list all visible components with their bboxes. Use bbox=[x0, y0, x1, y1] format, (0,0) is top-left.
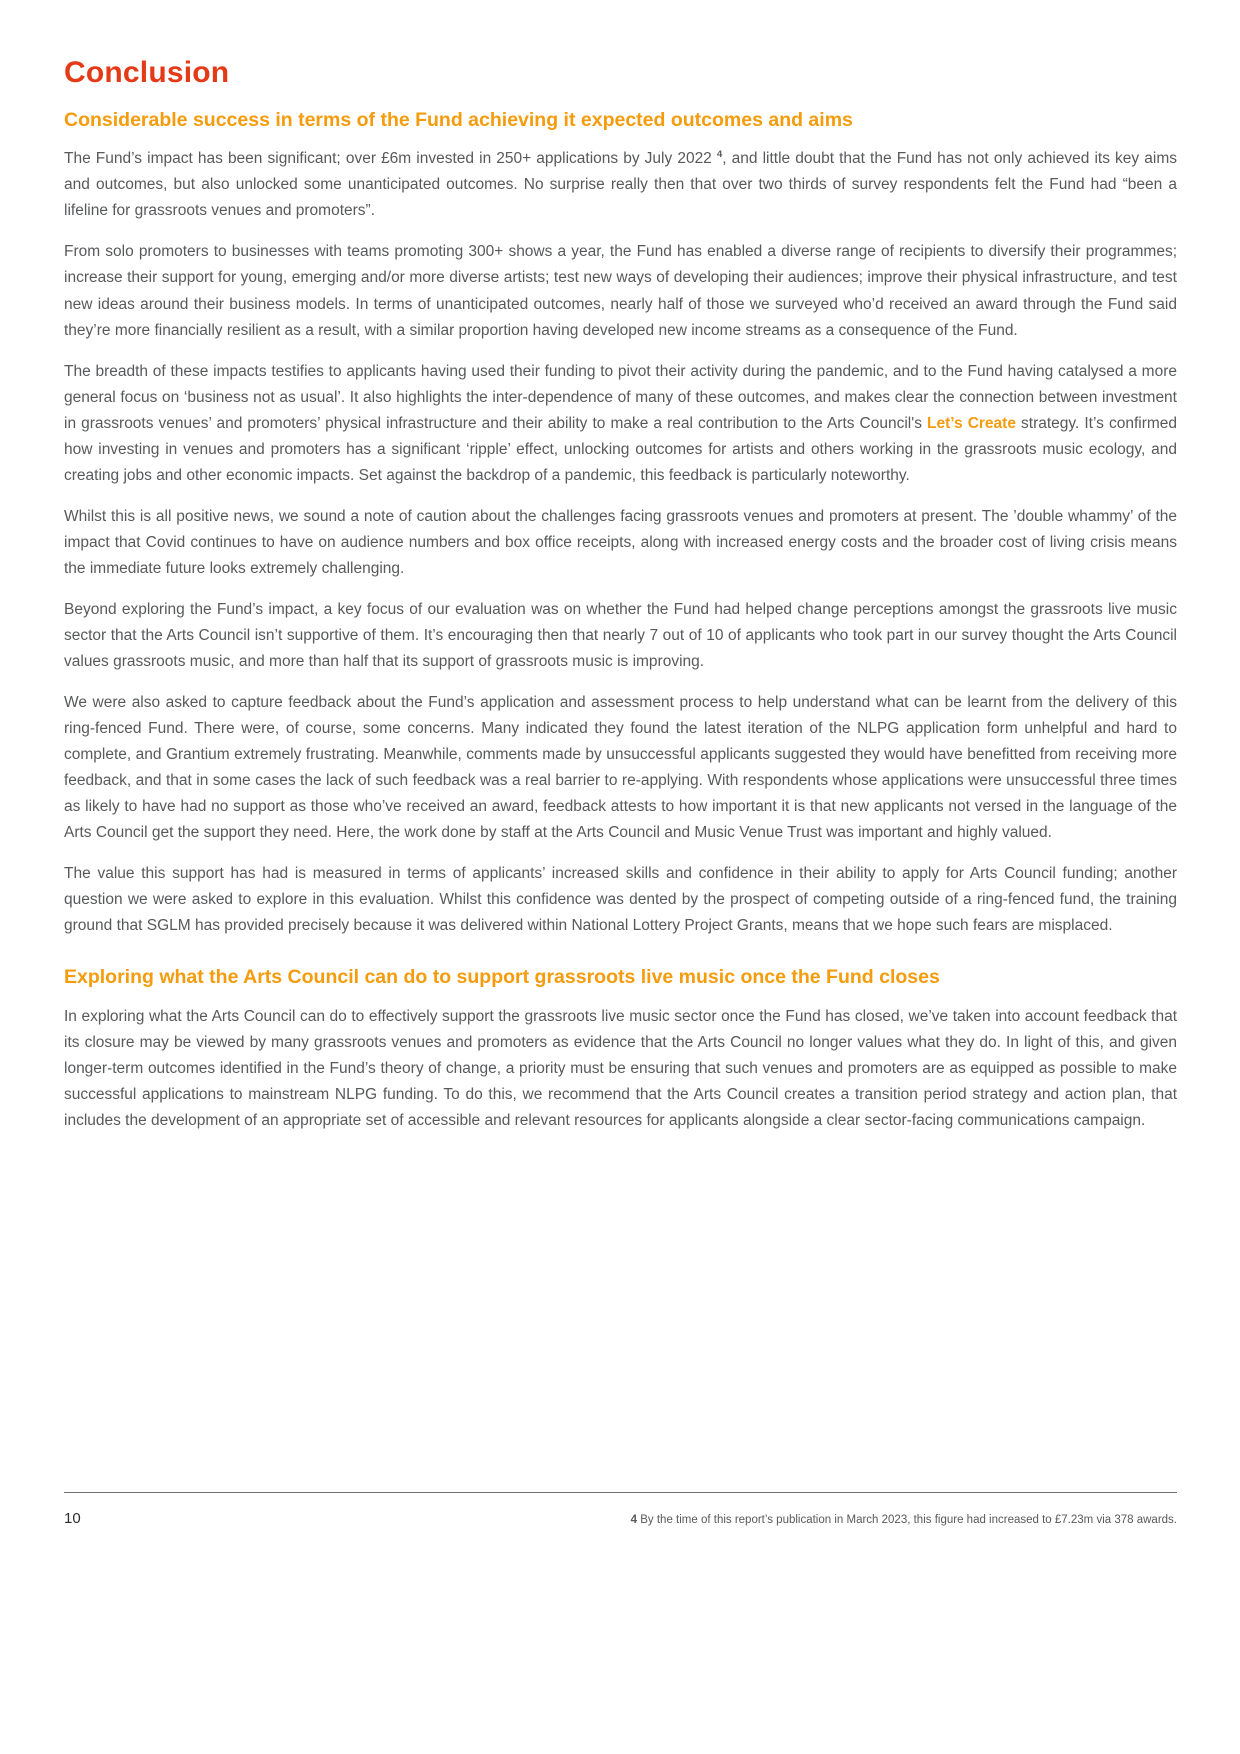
page-number: 10 bbox=[64, 1510, 81, 1527]
text-run: Considerable success in terms of the Fund achieving it expected outcomes and aims bbox=[64, 109, 853, 131]
text-run: From solo promoters to businesses with teams promoting 300+ shows a year, the Fund has enabled a diverse range of recipients to diversify their programmes; increase their support for young, emerging and/or more diverse artists; test new ways of developing their audiences; improve their physical infrastructure, and test new ideas around their business models. In terms of unanticipated outcomes, nearly half of those we surveyed who’d received an award through the Fund said they’re more financially resilient as a result, with a similar proportion having developed new income streams as a consequence of the Fund. bbox=[64, 243, 1177, 339]
section-heading bbox=[64, 108, 1177, 133]
paragraph bbox=[64, 597, 1177, 675]
text-run: , and little doubt that the Fund has not only achieved its key aims and outcomes, but also unlocked some unanticipated outcomes. No surprise really then that over two thirds of survey respondents felt the Fund had “been a lifeline for grassroots venues and promoters”. bbox=[64, 150, 1177, 220]
paragraph bbox=[64, 690, 1177, 846]
section-heading bbox=[64, 965, 1177, 990]
footnote bbox=[631, 1514, 1177, 1526]
paragraph bbox=[64, 1004, 1177, 1134]
paragraph bbox=[64, 359, 1177, 489]
paragraph bbox=[64, 239, 1177, 343]
text-run: Beyond exploring the Fund’s impact, a key focus of our evaluation was on whether the Fund had helped change perceptions amongst the grassroots live music sector that the Arts Council isn’t supportive of them. It’s encouraging then that nearly 7 out of 10 of applicants who took part in our survey thought the Arts Council values grassroots music, and more than half that its support of grassroots music is improving. bbox=[64, 600, 1177, 670]
text-run: strategy. It’s confirmed how investing in venues and promoters has a significant ‘ripple’ effect, unlocking outcomes for artists and others working in the grassroots music ecology, and creating jobs and other economic impacts. Set against the backdrop of a pandemic, this feedback is particularly noteworthy. bbox=[64, 414, 1178, 484]
paragraph bbox=[64, 504, 1177, 582]
paragraph bbox=[64, 861, 1177, 939]
page-title: Conclusion bbox=[64, 56, 230, 89]
text-run: Exploring what the Arts Council can do to support grassroots live music once the Fund closes bbox=[64, 966, 940, 989]
text-run: Whilst this is all positive news, we sound a note of caution about the challenges facing grassroots venues and promoters at present. The ’double whammy’ of the impact that Covid continues to have on audience numbers and box office receipts, along with increased energy costs and the broader cost of living crisis means the immediate future looks extremely challenging. bbox=[64, 507, 1177, 577]
text-run: We were also asked to capture feedback about the Fund’s application and assessment process to help understand what can be learnt from the delivery of this ring-fenced Fund. There were, of course, some concerns. Many indicated they found the latest iteration of the NLPG application form unhelpful and hard to complete, and Grantium extremely frustrating. Meanwhile, comments made by unsuccessful applicants suggested they would have benefitted from receiving more feedback, and that in some cases the lack of such feedback was a real barrier to re-applying. With respondents whose applications were unsuccessful three times as likely to have had no support as those who’ve received an award, feedback attests to how important it is that new applicants not versed in the language of the Arts Council get the support they need. Here, the work done by staff at the Arts Council and Music Venue Trust was important and highly valued. bbox=[64, 693, 1177, 842]
footer-divider bbox=[64, 1492, 1177, 1493]
content-blocks bbox=[64, 108, 1177, 1134]
lets-create-emphasis: Let’s Create bbox=[927, 414, 1016, 432]
footer bbox=[64, 1510, 1177, 1527]
footnote-ref: 4 bbox=[716, 149, 723, 161]
text-run: The value this support has had is measured in terms of applicants’ increased skills and confidence in their ability to apply for Arts Council funding; another question we were asked to explore in this evaluation. Whilst this confidence was dented by the prospect of competing outside of a ring-fenced fund, the training ground that SGLM has provided precisely because it was delivered within National Lottery Project Grants, means that we hope such fears are misplaced. bbox=[64, 865, 1177, 935]
footnote-marker: 4 bbox=[630, 1514, 638, 1526]
content bbox=[64, 56, 1177, 1149]
text-run: In exploring what the Arts Council can do to effectively support the grassroots live music sector once the Fund has closed, we’ve taken into account feedback that its closure may be viewed by many grassroots venues and promoters as evidence that the Arts Council no longer values what they do. In light of this, and given longer-term outcomes identified in the Fund’s theory of change, a priority must be ensuring that such venues and promoters are as equipped as possible to make successful applications to mainstream NLPG funding. To do this, we recommend that the Arts Council creates a transition period strategy and action plan, that includes the development of an appropriate set of accessible and relevant resources for applicants alongside a clear sector-facing communications campaign. bbox=[64, 1007, 1177, 1129]
paragraph bbox=[64, 146, 1177, 224]
footnote-text: By the time of this report’s publication in March 2023, this figure had increased to £7.23m via 378 awards. bbox=[637, 1514, 1177, 1526]
text-run: The Fund’s impact has been significant; over £6m invested in 250+ applications by July 2022 bbox=[64, 150, 717, 168]
text-run: The breadth of these impacts testifies to applicants having used their funding to pivot their activity during the pandemic, and to the Fund having catalysed a more general focus on ‘business not as usual’. It also highlights the inter-dependence of many of these outcomes, and makes clear the connection between investment in grassroots venues’ and promoters’ physical infrastructure and their ability to make a real contribution to the Arts Council's bbox=[64, 362, 1177, 432]
